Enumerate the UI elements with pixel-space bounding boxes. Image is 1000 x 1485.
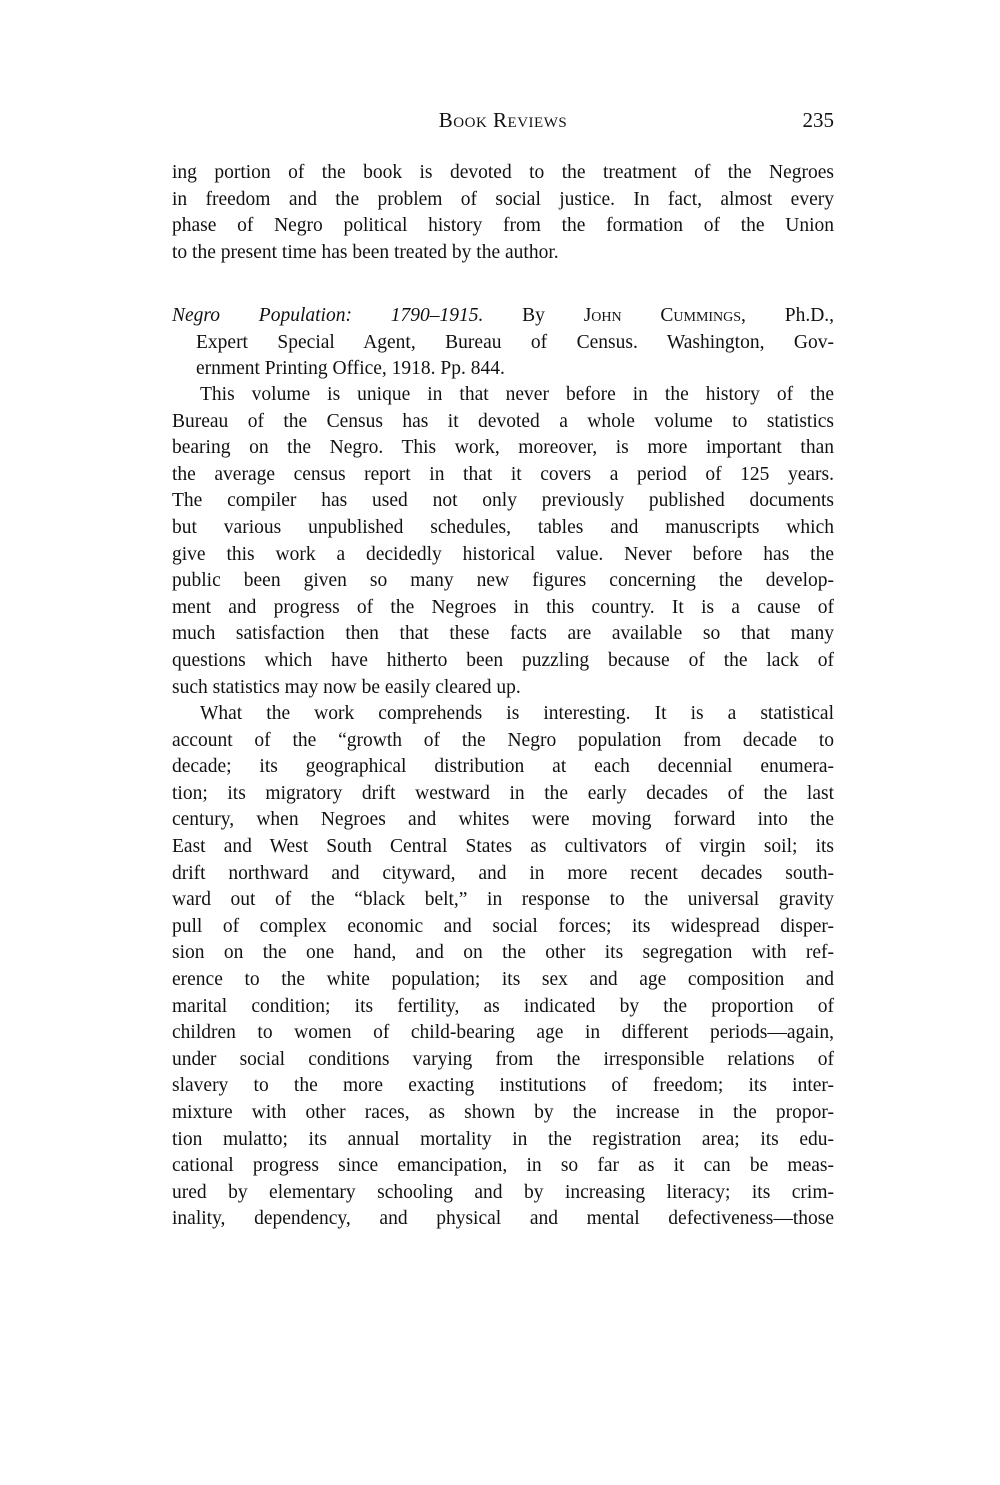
text-line: decade; its geographical distribution at each decennial enumera- — [172, 756, 834, 778]
text-line: century, when Negroes and whites were moving forward into the — [172, 809, 834, 831]
running-header — [172, 108, 834, 138]
text-line: slavery to the more exacting institutions of freedom; its inter- — [172, 1075, 834, 1097]
text-line: bearing on the Negro. This work, moreover, is more important than — [172, 437, 834, 459]
text-line: cational progress since emancipation, in so far as it can be meas- — [172, 1155, 834, 1177]
author-degree: Ph.D., — [784, 305, 835, 326]
text-line: give this work a decidedly historical value. Never before has the — [172, 543, 834, 565]
review-paragraph-1 — [172, 382, 834, 701]
author-name: John Cummings, — [583, 305, 746, 326]
text-line: but various unpublished schedules, tables and manuscripts which — [172, 516, 834, 538]
text-line: mixture with other races, as shown by the increase in the propor- — [172, 1101, 834, 1123]
text-line: inality, dependency, and physical and mental defectiveness—those — [172, 1208, 834, 1230]
text-line: The compiler has used not only previously published documents — [172, 490, 834, 512]
text-line: tion mulatto; its annual mortality in the registration area; its edu- — [172, 1128, 834, 1150]
text-line: account of the “growth of the Negro population from decade to — [172, 729, 834, 751]
text-line: questions which have hitherto been puzzling because of the lack of — [172, 649, 834, 671]
text-line: tion; its migratory drift westward in the early decades of the last — [172, 782, 834, 804]
text-line: phase of Negro political history from the formation of the Union — [172, 215, 834, 237]
text-line: ment and progress of the Negroes in this country. It is a cause of — [172, 596, 834, 618]
text-line: such statistics may now be easily cleared up. — [172, 676, 521, 698]
text-line: This volume is unique in that never before in the history of the — [200, 384, 834, 405]
text-line: pull of complex economic and social forces; its widespread disper- — [172, 915, 834, 937]
by-label: By — [522, 305, 545, 326]
text-line: to the present time has been treated by the author. — [172, 241, 559, 263]
text-line: erence to the white population; its sex and age composition and — [172, 968, 834, 990]
book-title: Negro Population: 1790–1915. — [172, 305, 484, 326]
text-line: much satisfaction then that these facts are available so that many — [172, 623, 834, 645]
page-number: 235 — [802, 108, 834, 132]
citation-line: Expert Special Agent, Bureau of Census. Washington, Gov- — [196, 331, 834, 353]
running-title: Book Reviews — [438, 108, 568, 132]
citation-line: ernment Printing Office, 1918. Pp. 844. — [196, 358, 505, 380]
text-line: ing portion of the book is devoted to the treatment of the Negroes — [172, 162, 834, 183]
text-line: ured by elementary schooling and by increasing literacy; its crim- — [172, 1181, 834, 1203]
text-line: in freedom and the problem of social justice. In fact, almost every — [172, 188, 834, 210]
text-line: children to women of child-bearing age in different periods—again, — [172, 1022, 834, 1044]
text-line: Bureau of the Census has it devoted a whole volume to statistics — [172, 410, 834, 432]
text-line: under social conditions varying from the irresponsible relations of — [172, 1048, 834, 1070]
text-line: marital condition; its fertility, as indicated by the proportion of — [172, 995, 834, 1017]
text-line: drift northward and cityward, and in more recent decades south- — [172, 862, 834, 884]
paragraph-continued — [172, 160, 834, 266]
text-line: ward out of the “black belt,” in response to the universal gravity — [172, 889, 834, 911]
text-line: What the work comprehends is interesting. It is a statistical — [200, 703, 834, 724]
review-citation — [172, 303, 834, 383]
text-line: public been given so many new figures concerning the develop- — [172, 570, 834, 592]
review-paragraph-2 — [172, 701, 834, 1233]
text-line: sion on the one hand, and on the other its segregation with ref- — [172, 942, 834, 964]
text-line: the average census report in that it covers a period of 125 years. — [172, 463, 834, 485]
text-line: East and West South Central States as cultivators of virgin soil; its — [172, 835, 834, 857]
